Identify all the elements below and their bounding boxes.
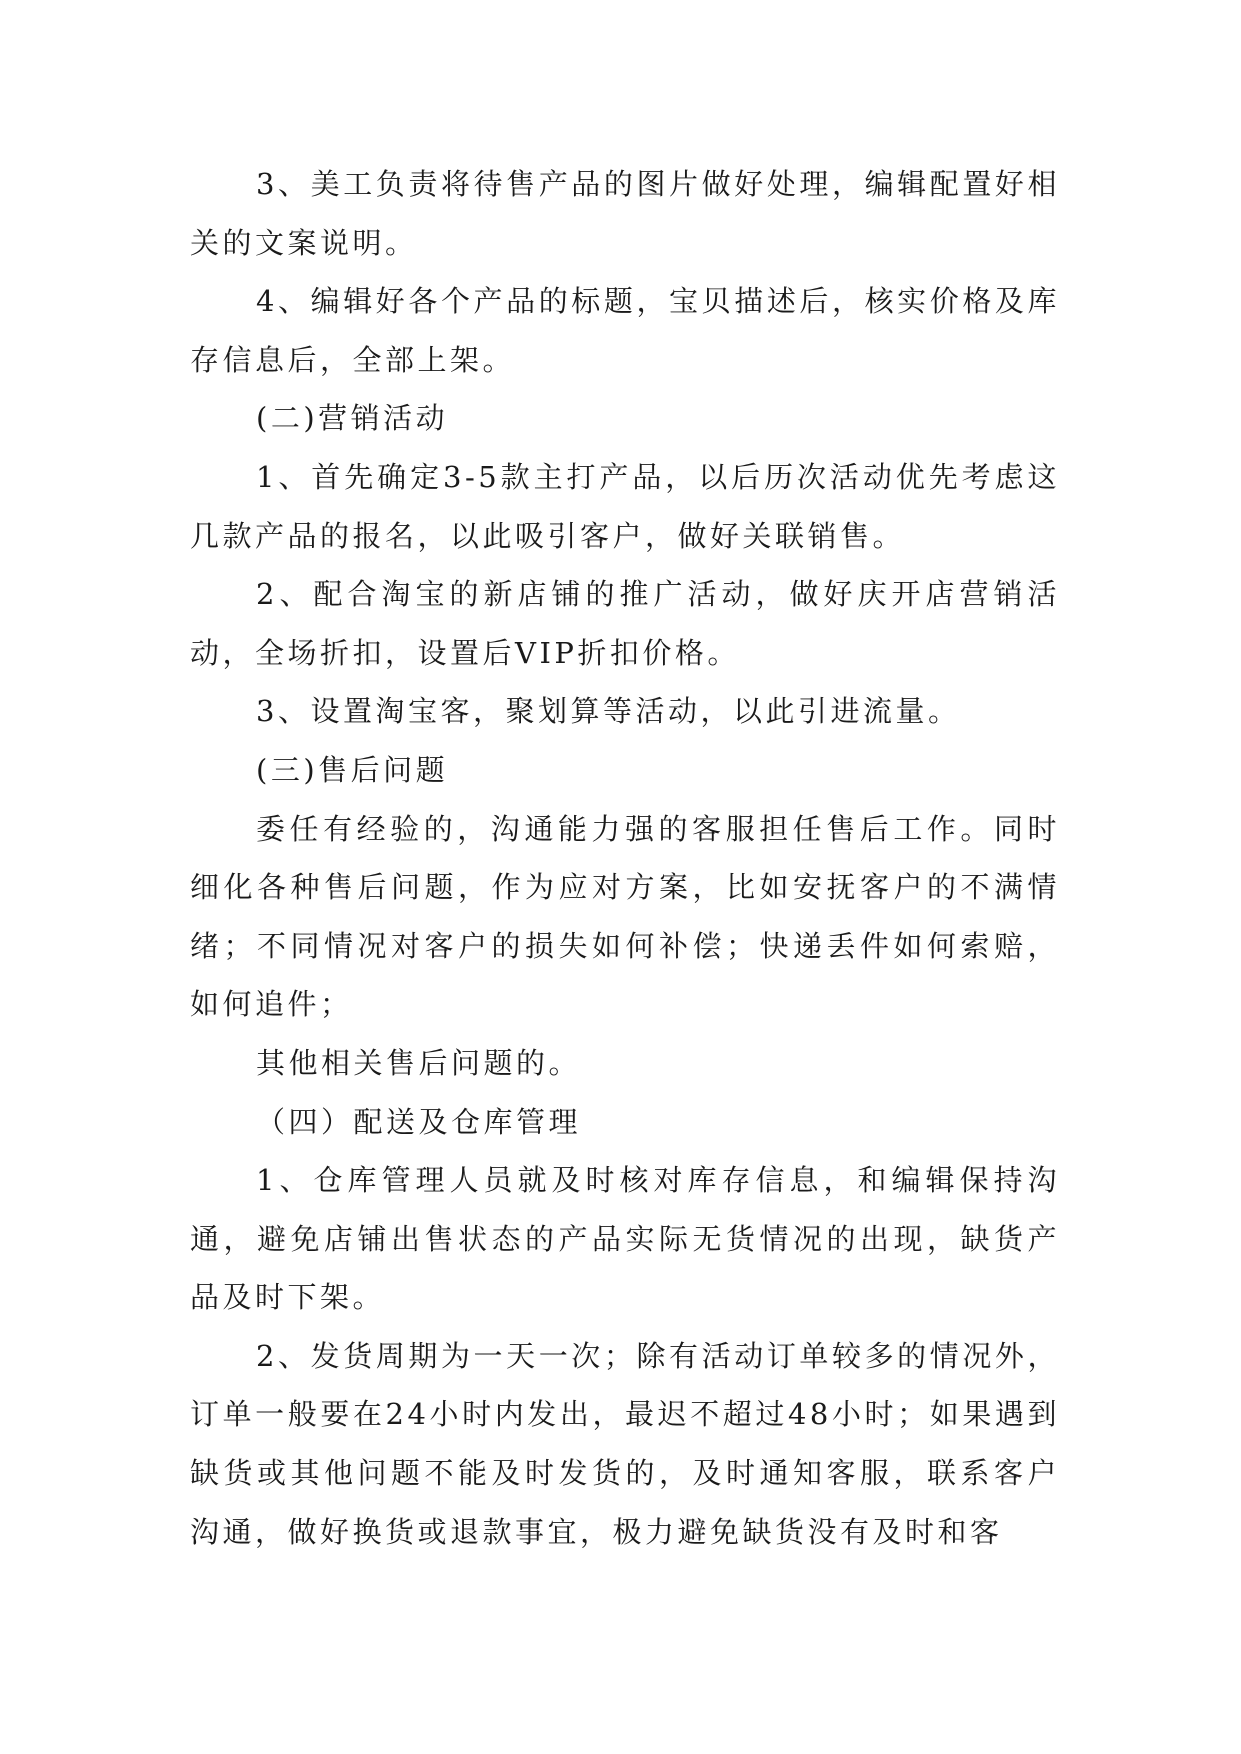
document-body <box>190 155 1060 1561</box>
paragraph-4: 2、配合淘宝的新店铺的推广活动，做好庆开店营销活动，全场折扣，设置后VIP折扣价格。 <box>190 577 1060 670</box>
paragraph-2: 4、编辑好各个产品的标题，宝贝描述后，核实价格及库存信息后，全部上架。 <box>190 284 1060 377</box>
paragraph-1: 3、美工负责将待售产品的图片做好处理，编辑配置好相关的文案说明。 <box>190 167 1060 260</box>
section-heading-marketing: (二)营销活动 <box>256 401 449 436</box>
paragraph-9: 2、发货周期为一天一次；除有活动订单较多的情况外，订单一般要在24小时内发出，最迟不超过48小时；如果遇到缺货或其他问题不能及时发货的，及时通知客服，联系客户沟通，做好换货或退款事宜，极力避免缺货没有及时和客 <box>190 1338 1060 1549</box>
section-heading-delivery: （四）配送及仓库管理 <box>256 1104 582 1139</box>
paragraph-8: 1、仓库管理人员就及时核对库存信息，和编辑保持沟通，避免店铺出售状态的产品实际无货情况的出现，缺货产品及时下架。 <box>190 1163 1060 1315</box>
paragraph-7: 其他相关售后问题的。 <box>256 1045 582 1080</box>
paragraph-6: 委任有经验的，沟通能力强的客服担任售后工作。同时细化各种售后问题，作为应对方案，比如安抚客户的不满情绪；不同情况对客户的损失如何补偿；快递丢件如何索赔，如何追件； <box>190 811 1060 1022</box>
section-heading-after-sales: (三)售后问题 <box>256 752 449 787</box>
paragraph-3: 1、首先确定3-5款主打产品，以后历次活动优先考虑这几款产品的报名，以此吸引客户，做好关联销售。 <box>190 459 1060 553</box>
paragraph-5: 3、设置淘宝客，聚划算等活动，以此引进流量。 <box>256 694 961 729</box>
